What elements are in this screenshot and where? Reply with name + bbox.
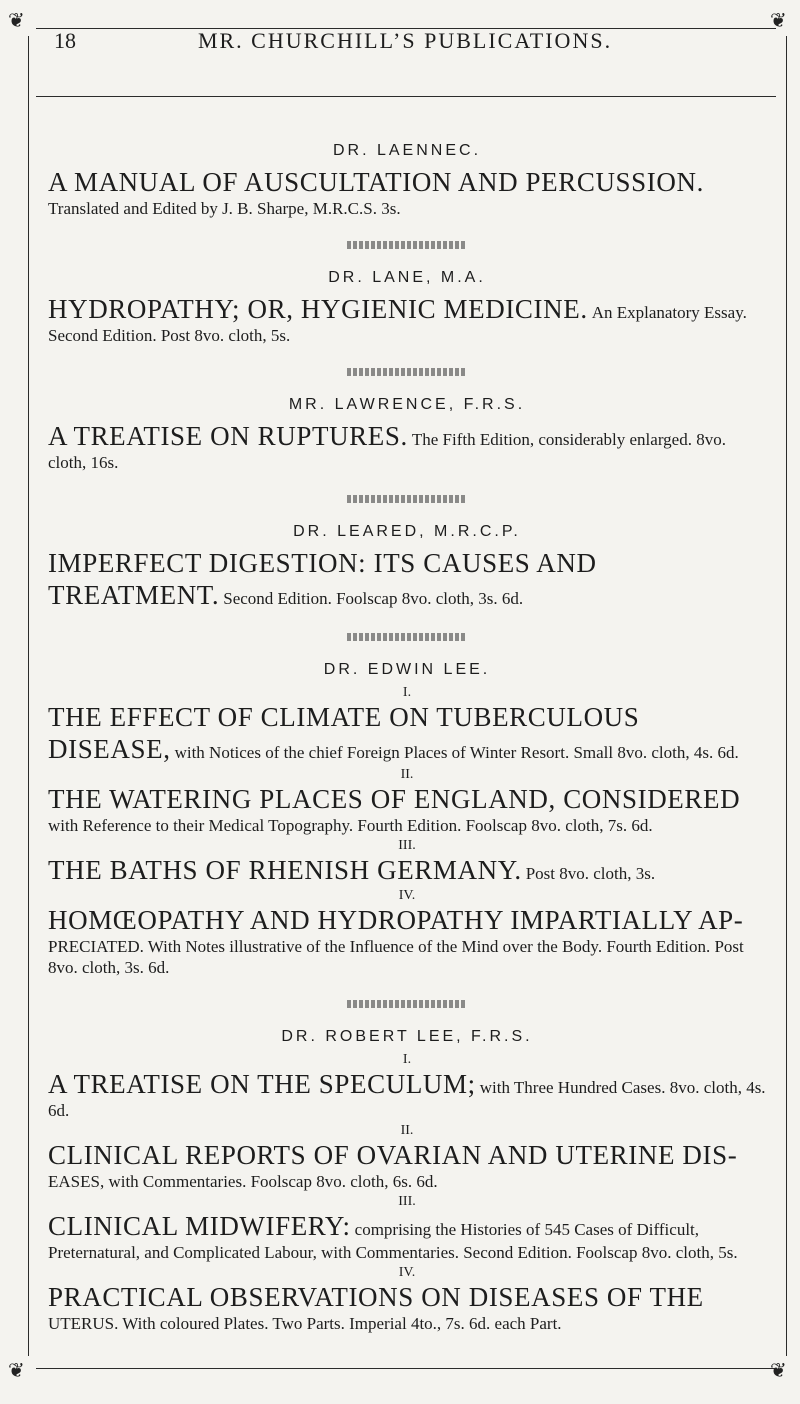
book-title: THE BATHS OF RHENISH GERMANY. xyxy=(48,855,522,885)
book-details: with Notices of the chief Foreign Places of Winter Resort. Small 8vo. cloth, 4s. 6d. xyxy=(174,743,739,762)
book-details: An Explanatory Essay. Second Edition. Post 8vo. cloth, 5s. xyxy=(48,303,747,345)
entry-numeral: IV. xyxy=(398,888,416,903)
left-border-rule xyxy=(28,36,29,1356)
author-heading: DR. LEARED, M.R.C.P. xyxy=(293,523,521,540)
book-entry xyxy=(48,420,766,473)
corner-ornament-top-left: ❦ xyxy=(8,10,25,32)
book-entry xyxy=(48,904,766,978)
author-heading: DR. LANE, M.A. xyxy=(328,269,486,286)
corner-ornament-bottom-right: ❦ xyxy=(770,1360,787,1382)
corner-ornament-bottom-left: ❦ xyxy=(8,1360,25,1382)
entry-numeral: II. xyxy=(400,767,414,782)
book-entry xyxy=(48,1281,766,1334)
book-entry xyxy=(48,1210,766,1263)
book-title: IMPERFECT DIGESTION: ITS CAUSES AND TREATMENT. xyxy=(48,548,597,610)
entry-numeral: IV. xyxy=(398,1265,416,1280)
book-entry xyxy=(48,854,766,886)
book-details: Translated and Edited by J. B. Sharpe, M.R.C.S. 3s. xyxy=(48,199,401,218)
section-divider xyxy=(347,495,467,503)
book-title: A MANUAL OF AUSCULTATION AND PERCUSSION. xyxy=(48,167,704,197)
entry-numeral: II. xyxy=(400,1123,414,1138)
right-border-rule xyxy=(786,36,787,1356)
section-divider xyxy=(347,1000,467,1008)
book-entry xyxy=(48,166,766,219)
book-details: with Three Hundred Cases. 8vo. cloth, 4s. 6d. xyxy=(48,1078,766,1120)
book-details: UTERUS. With coloured Plates. Two Parts. Imperial 4to., 7s. 6d. each Part. xyxy=(48,1314,562,1333)
book-details: EASES, with Commentaries. Foolscap 8vo. cloth, 6s. 6d. xyxy=(48,1172,438,1191)
page-number: 18 xyxy=(54,28,76,53)
book-title: HOMŒOPATHY AND HYDROPATHY IMPARTIALLY AP- xyxy=(48,905,744,935)
book-details: The Fifth Edition, considerably enlarged. 8vo. cloth, 16s. xyxy=(48,430,726,472)
entry-numeral: III. xyxy=(398,1194,416,1209)
book-title: A TREATISE ON THE SPECULUM; xyxy=(48,1069,476,1099)
catalogue-content xyxy=(48,142,766,1334)
book-title: HYDROPATHY; OR, HYGIENIC MEDICINE. xyxy=(48,294,588,324)
author-heading: DR. EDWIN LEE. xyxy=(323,661,491,678)
author-heading: DR. ROBERT LEE, F.R.S. xyxy=(281,1028,533,1045)
book-entry xyxy=(48,1139,766,1192)
running-title: MR. CHURCHILL’S PUBLICATIONS. xyxy=(197,28,613,53)
book-title: CLINICAL MIDWIFERY: xyxy=(48,1211,351,1241)
book-title: THE WATERING PLACES OF ENGLAND, CONSIDERED xyxy=(48,784,741,814)
book-entry xyxy=(48,293,766,346)
book-details: comprising the Histories of 545 Cases of Difficult, Preternatural, and Complicated Labour, with Commentaries. Second Edition. Foolscap 8vo. cloth, 5s. xyxy=(48,1220,738,1262)
corner-ornament-top-right: ❦ xyxy=(770,10,787,32)
author-heading: MR. LAWRENCE, F.R.S. xyxy=(288,396,526,413)
book-title: PRACTICAL OBSERVATIONS ON DISEASES OF THE xyxy=(48,1282,704,1312)
book-title: CLINICAL REPORTS OF OVARIAN AND UTERINE DIS- xyxy=(48,1140,738,1170)
book-title: A TREATISE ON RUPTURES. xyxy=(48,421,408,451)
book-details: Second Edition. Foolscap 8vo. cloth, 3s. 6d. xyxy=(223,589,524,608)
author-heading: DR. LAENNEC. xyxy=(332,142,482,159)
book-entry xyxy=(48,1068,766,1121)
entry-numeral: III. xyxy=(398,838,416,853)
book-details: PRECIATED. With Notes illustrative of the Influence of the Mind over the Body. Fourth Edition. Post 8vo. cloth, 3s. 6d. xyxy=(48,937,744,977)
section-divider xyxy=(347,368,467,376)
header-underline-rule xyxy=(36,96,776,97)
book-title: THE EFFECT OF CLIMATE ON TUBERCULOUS DISEASE, xyxy=(48,702,640,764)
entry-numeral: I. xyxy=(402,685,412,700)
book-entry xyxy=(48,547,766,611)
entry-numeral: I. xyxy=(402,1052,412,1067)
book-entry xyxy=(48,783,766,836)
page-header xyxy=(40,20,770,56)
section-divider xyxy=(347,633,467,641)
book-entry xyxy=(48,701,766,765)
book-details: with Reference to their Medical Topography. Fourth Edition. Foolscap 8vo. cloth, 7s. 6d. xyxy=(48,816,653,835)
bottom-border-rule xyxy=(36,1368,776,1369)
book-details: Post 8vo. cloth, 3s. xyxy=(525,864,656,883)
section-divider xyxy=(347,241,467,249)
